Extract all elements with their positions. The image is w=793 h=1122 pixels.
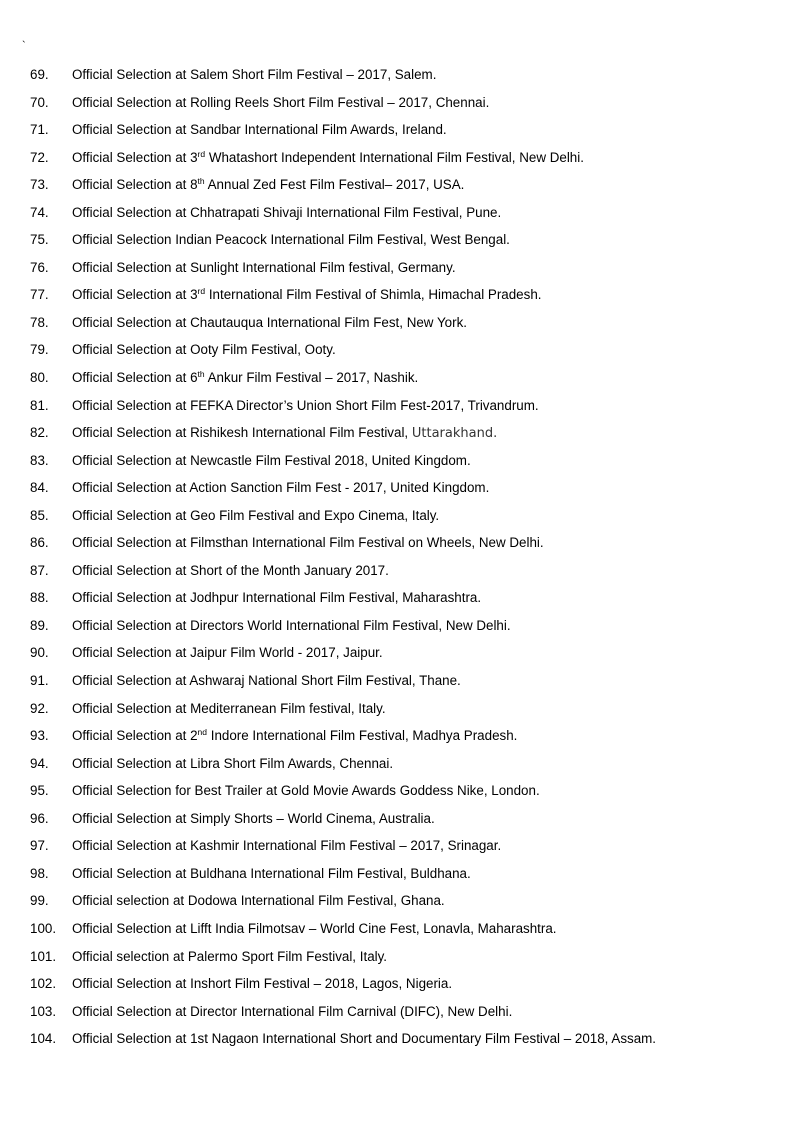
item-text — [72, 1003, 512, 1021]
list-item — [0, 231, 793, 259]
item-number: 94. — [30, 755, 49, 771]
list-item — [0, 1030, 793, 1058]
item-number: 74. — [30, 204, 49, 220]
item-text-main: Official selection at Palermo Sport Film Festival, Italy. — [72, 948, 388, 964]
list-item — [0, 589, 793, 617]
item-text-rest: Indore International Film Festival, Madhya Pradesh. — [207, 728, 518, 744]
ordinal-suffix: rd — [197, 286, 206, 297]
selection-list — [0, 66, 793, 1058]
list-item — [0, 892, 793, 920]
item-number: 86. — [30, 535, 49, 551]
item-text-main: Official Selection at Simply Shorts – World Cinema, Australia. — [72, 810, 435, 826]
list-item — [0, 479, 793, 507]
item-text-main: Official selection at Dodowa International Film Festival, Ghana. — [72, 893, 445, 909]
item-text — [72, 424, 497, 443]
item-text-main: Official Selection at Sandbar International Film Awards, Ireland. — [72, 122, 447, 138]
list-item — [0, 121, 793, 149]
item-text — [72, 562, 389, 580]
item-number: 72. — [30, 149, 49, 165]
list-item — [0, 948, 793, 976]
item-text-main: Official Selection at Chhatrapati Shivaji International Film Festival, Pune. — [72, 204, 502, 220]
item-text-main: Official Selection at Kashmir International Film Festival – 2017, Srinagar. — [72, 838, 502, 854]
list-item — [0, 644, 793, 672]
item-text-rest: Annual Zed Fest Film Festival– 2017, USA. — [204, 177, 465, 193]
item-number: 83. — [30, 452, 49, 468]
item-text-main: Official Selection at Chautauqua International Film Fest, New York. — [72, 314, 467, 330]
item-number: 81. — [30, 397, 49, 413]
item-text-main: Official Selection at 1st Nagaon International Short and Documentary Film Festival – 2018, Assam. — [72, 1031, 657, 1047]
item-number: 87. — [30, 562, 49, 578]
item-text — [72, 369, 418, 387]
item-text-main: Official Selection at Ashwaraj National Short Film Festival, Thane. — [72, 673, 461, 689]
list-item — [0, 507, 793, 535]
item-text-main: Official Selection at Director International Film Carnival (DIFC), New Delhi. — [72, 1003, 513, 1019]
item-text — [72, 892, 445, 910]
item-number: 92. — [30, 700, 49, 716]
list-item — [0, 341, 793, 369]
item-text-main: Official Selection at 3 — [72, 287, 198, 303]
item-text — [72, 837, 501, 855]
item-number: 73. — [30, 177, 49, 193]
stray-backtick-mark: ` — [22, 40, 26, 52]
item-text-main: Official Selection at FEFKA Director’s Union Short Film Fest-2017, Trivandrum. — [72, 397, 539, 413]
list-item — [0, 204, 793, 232]
item-text-main: Official Selection at 6 — [72, 370, 198, 386]
list-item — [0, 755, 793, 783]
list-item — [0, 837, 793, 865]
item-text-main: Official Selection at Rishikesh International Film Festival, — [72, 425, 412, 441]
item-number: 98. — [30, 865, 49, 881]
item-number: 100. — [30, 920, 57, 936]
list-item — [0, 865, 793, 893]
item-number: 75. — [30, 232, 49, 248]
item-text-main: Official Selection at Inshort Film Festival – 2018, Lagos, Nigeria. — [72, 976, 453, 992]
item-text-main: Official Selection for Best Trailer at Gold Movie Awards Goddess Nike, London. — [72, 783, 540, 799]
item-text-main: Official Selection at Ooty Film Festival, Ooty. — [72, 342, 336, 358]
list-item — [0, 94, 793, 122]
item-text-main: Official Selection at Libra Short Film Awards, Chennai. — [72, 755, 394, 771]
item-text — [72, 727, 517, 745]
item-text-rest: Whatashort Independent International Film Festival, New Delhi. — [205, 149, 584, 165]
ordinal-suffix: th — [197, 176, 205, 187]
item-number: 97. — [30, 838, 49, 854]
item-text — [72, 231, 510, 249]
list-item — [0, 452, 793, 480]
item-text — [72, 589, 481, 607]
item-text-main: Official Selection at 8 — [72, 177, 198, 193]
list-item — [0, 286, 793, 314]
item-number: 103. — [30, 1003, 57, 1019]
item-text-rest: International Film Festival of Shimla, Himachal Pradesh. — [205, 287, 542, 303]
item-text — [72, 397, 539, 415]
item-text-main: Official Selection at Rolling Reels Short Film Festival – 2017, Chennai. — [72, 94, 490, 110]
list-item — [0, 314, 793, 342]
list-item — [0, 617, 793, 645]
list-item — [0, 810, 793, 838]
item-text — [72, 975, 452, 993]
item-text — [72, 314, 467, 332]
item-text — [72, 534, 544, 552]
list-item — [0, 397, 793, 425]
list-item — [0, 534, 793, 562]
ordinal-suffix: nd — [197, 727, 208, 738]
item-number: 80. — [30, 370, 49, 386]
item-number: 89. — [30, 617, 49, 633]
item-number: 77. — [30, 287, 49, 303]
item-text — [72, 920, 557, 938]
item-text — [72, 66, 436, 84]
item-text — [72, 259, 456, 277]
item-text — [72, 479, 489, 497]
list-item — [0, 66, 793, 94]
item-text-main: Official Selection at 3 — [72, 149, 198, 165]
list-item — [0, 176, 793, 204]
item-text-main: Official Selection at Jodhpur International Film Festival, Maharashtra. — [72, 590, 482, 606]
item-text-main: Official Selection at Jaipur Film World - 2017, Jaipur. — [72, 645, 383, 661]
list-item — [0, 782, 793, 810]
list-item — [0, 700, 793, 728]
item-number: 102. — [30, 976, 57, 992]
item-text — [72, 341, 336, 359]
item-number: 84. — [30, 480, 49, 496]
item-number: 82. — [30, 425, 49, 441]
item-number: 79. — [30, 342, 49, 358]
item-number: 90. — [30, 645, 49, 661]
item-text — [72, 149, 584, 167]
item-text — [72, 948, 387, 966]
list-item — [0, 562, 793, 590]
item-text — [72, 121, 447, 139]
item-text-alt-font: Uttarakhand. — [411, 426, 498, 442]
item-number: 91. — [30, 673, 49, 689]
item-number: 101. — [30, 948, 57, 964]
item-number: 78. — [30, 314, 49, 330]
item-text — [72, 617, 511, 635]
item-number: 95. — [30, 783, 49, 799]
item-text-main: Official Selection at Lifft India Filmotsav – World Cine Fest, Lonavla, Maharashtra. — [72, 920, 557, 936]
item-text — [72, 644, 383, 662]
item-text — [72, 176, 464, 194]
item-text-main: Official Selection at Filmsthan International Film Festival on Wheels, New Delhi. — [72, 535, 544, 551]
item-text — [72, 1030, 656, 1048]
list-item — [0, 424, 793, 452]
list-item — [0, 259, 793, 287]
item-text-main: Official Selection at Salem Short Film Festival – 2017, Salem. — [72, 67, 437, 82]
item-text — [72, 672, 461, 690]
item-number: 93. — [30, 728, 49, 744]
item-text — [72, 286, 542, 304]
item-text-main: Official Selection at Action Sanction Film Fest - 2017, United Kingdom. — [72, 480, 490, 496]
item-number: 69. — [30, 67, 49, 82]
item-text-main: Official Selection at Mediterranean Film festival, Italy. — [72, 700, 386, 716]
item-number: 71. — [30, 122, 49, 138]
list-item — [0, 149, 793, 177]
item-text — [72, 755, 393, 773]
item-text-main: Official Selection Indian Peacock International Film Festival, West Bengal. — [72, 232, 510, 248]
list-item — [0, 369, 793, 397]
item-text — [72, 94, 489, 112]
item-text — [72, 452, 471, 470]
item-number: 76. — [30, 259, 49, 275]
item-text-main: Official Selection at Newcastle Film Festival 2018, United Kingdom. — [72, 452, 471, 468]
ordinal-suffix: rd — [197, 148, 206, 159]
ordinal-suffix: th — [197, 369, 205, 380]
list-item — [0, 920, 793, 948]
item-text — [72, 700, 386, 718]
item-number: 104. — [30, 1031, 57, 1047]
item-text-main: Official Selection at Geo Film Festival and Expo Cinema, Italy. — [72, 507, 440, 523]
item-text-main: Official Selection at Sunlight International Film festival, Germany. — [72, 259, 456, 275]
item-text-main: Official Selection at Short of the Month January 2017. — [72, 562, 389, 578]
list-item — [0, 975, 793, 1003]
item-number: 70. — [30, 94, 49, 110]
item-number: 85. — [30, 507, 49, 523]
item-number: 96. — [30, 810, 49, 826]
item-text — [72, 810, 435, 828]
item-text — [72, 865, 471, 883]
item-text — [72, 204, 501, 222]
list-item — [0, 672, 793, 700]
item-text-main: Official Selection at 2 — [72, 728, 198, 744]
list-item — [0, 1003, 793, 1031]
item-number: 99. — [30, 893, 49, 909]
item-number: 88. — [30, 590, 49, 606]
item-text-main: Official Selection at Directors World International Film Festival, New Delhi. — [72, 617, 511, 633]
item-text — [72, 782, 540, 800]
list-item — [0, 727, 793, 755]
item-text-rest: Ankur Film Festival – 2017, Nashik. — [204, 370, 419, 386]
item-text-main: Official Selection at Buldhana International Film Festival, Buldhana. — [72, 865, 471, 881]
item-text — [72, 507, 439, 525]
